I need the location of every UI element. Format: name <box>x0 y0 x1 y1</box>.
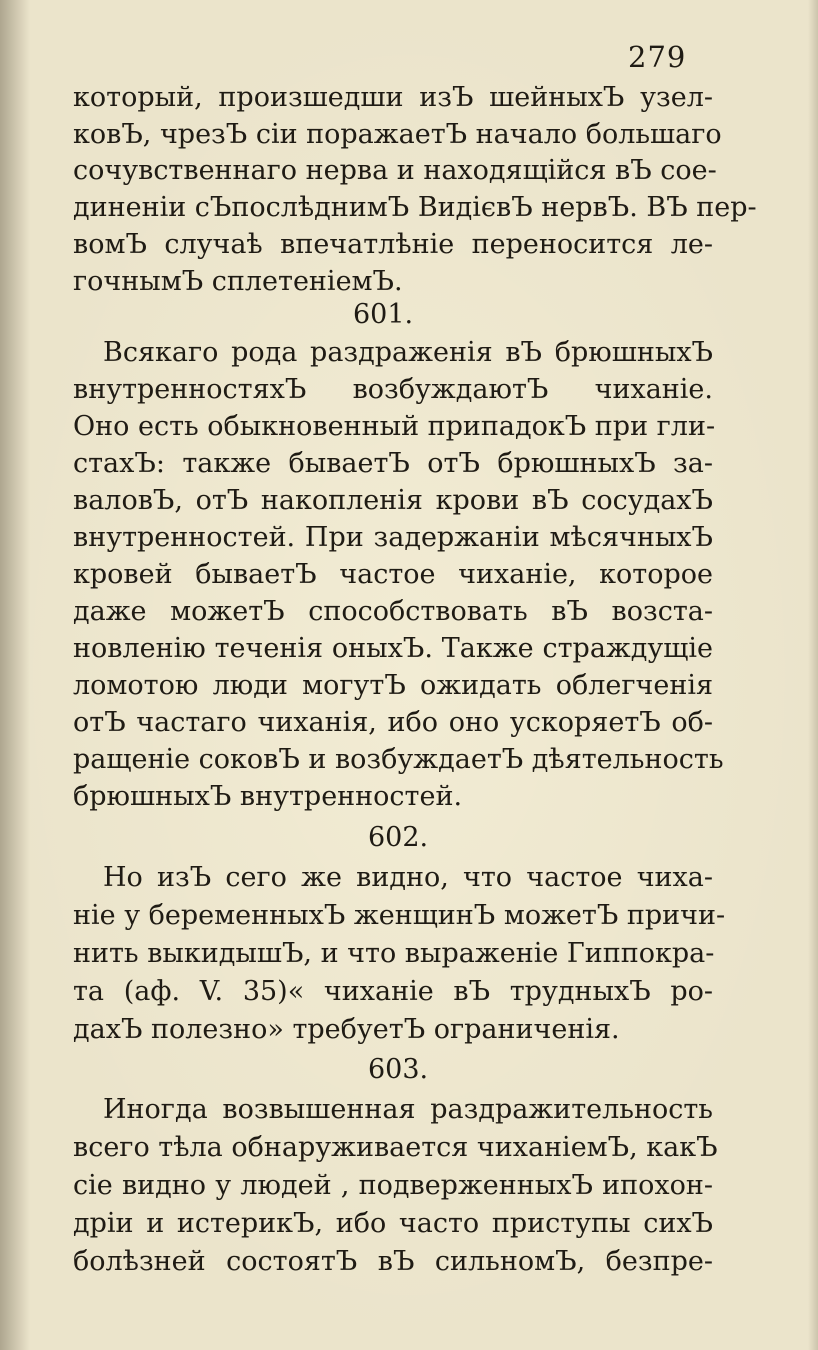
text-line: ніе у беременныхЪ женщинЪ можетЪ причи- <box>73 900 726 931</box>
text-line: отЪ частаго чиханія, ибо оно ускоряетЪ об- <box>73 707 713 738</box>
text-line: гочнымЪ сплетеніемЪ. <box>73 266 403 297</box>
text-line: кровей бываетЪ частое чиханіе, которое <box>73 559 713 590</box>
page-number: 279 <box>628 40 687 74</box>
text-line: даже можетЪ способствовать вЪ возста- <box>73 596 713 627</box>
text-line: вомЪ случаѣ впечатлѣніе переносится ле- <box>73 229 713 260</box>
gutter-shadow <box>0 0 30 1350</box>
text-line: ломотою люди могутЪ ожидать облегченія <box>73 670 713 701</box>
text-line: всего тѣла обнаруживается чиханіемЪ, какЪ <box>73 1132 718 1163</box>
text-line: дріи и истерикЪ, ибо часто приступы сихЪ <box>73 1208 713 1239</box>
text-line: валовЪ, отЪ накопленія крови вЪ сосудахЪ <box>73 485 713 516</box>
text-line: сочувственнаго нерва и находящійся вЪ сое- <box>73 155 717 186</box>
text-line: Иногда возвышенная раздражительность <box>103 1094 713 1125</box>
text-line: Но изЪ сего же видно, что частое чиха- <box>103 862 713 893</box>
text-line: новленію теченія оныхЪ. Также страждущіе <box>73 633 713 664</box>
text-line: внутренностяхЪ возбуждаютЪ чиханіе. <box>73 374 713 405</box>
text-line: диненіи сЪпослѣднимЪ ВидієвЪ нервЪ. ВЪ пер- <box>73 192 757 223</box>
text-line: нить выкидышЪ, и что выраженіе Гиппокра- <box>73 938 715 969</box>
text-line: стахЪ: также бываетЪ отЪ брюшныхЪ за- <box>73 448 713 479</box>
text-line: сіе видно у людей , подверженныхЪ ипохон- <box>73 1170 713 1201</box>
section-number-603: 603. <box>368 1054 429 1085</box>
text-line: ращеніе соковЪ и возбуждаетЪ дѣятельность <box>73 744 724 775</box>
page-edge-shadow <box>808 0 818 1350</box>
text-line: болѣзней состоятЪ вЪ сильномЪ, безпре- <box>73 1246 713 1277</box>
section-number-601: 601. <box>353 299 414 330</box>
section-number-602: 602. <box>368 822 429 853</box>
text-line: ковЪ, чрезЪ сіи поражаетЪ начало большаго <box>73 119 722 150</box>
text-line: та (аф. V. 35)« чиханіе вЪ трудныхЪ ро- <box>73 976 713 1007</box>
text-line: который, произшедши изЪ шейныхЪ узел- <box>73 82 713 113</box>
text-line: Всякаго рода раздраженія вЪ брюшныхЪ <box>103 337 713 368</box>
text-line: внутренностей. При задержаніи мѣсячныхЪ <box>73 522 713 553</box>
text-line: брюшныхЪ внутренностей. <box>73 781 463 812</box>
text-line: дахЪ полезно» требуетЪ ограниченія. <box>73 1014 620 1045</box>
text-line: Оно есть обыкновенный припадокЪ при гли- <box>73 411 716 442</box>
